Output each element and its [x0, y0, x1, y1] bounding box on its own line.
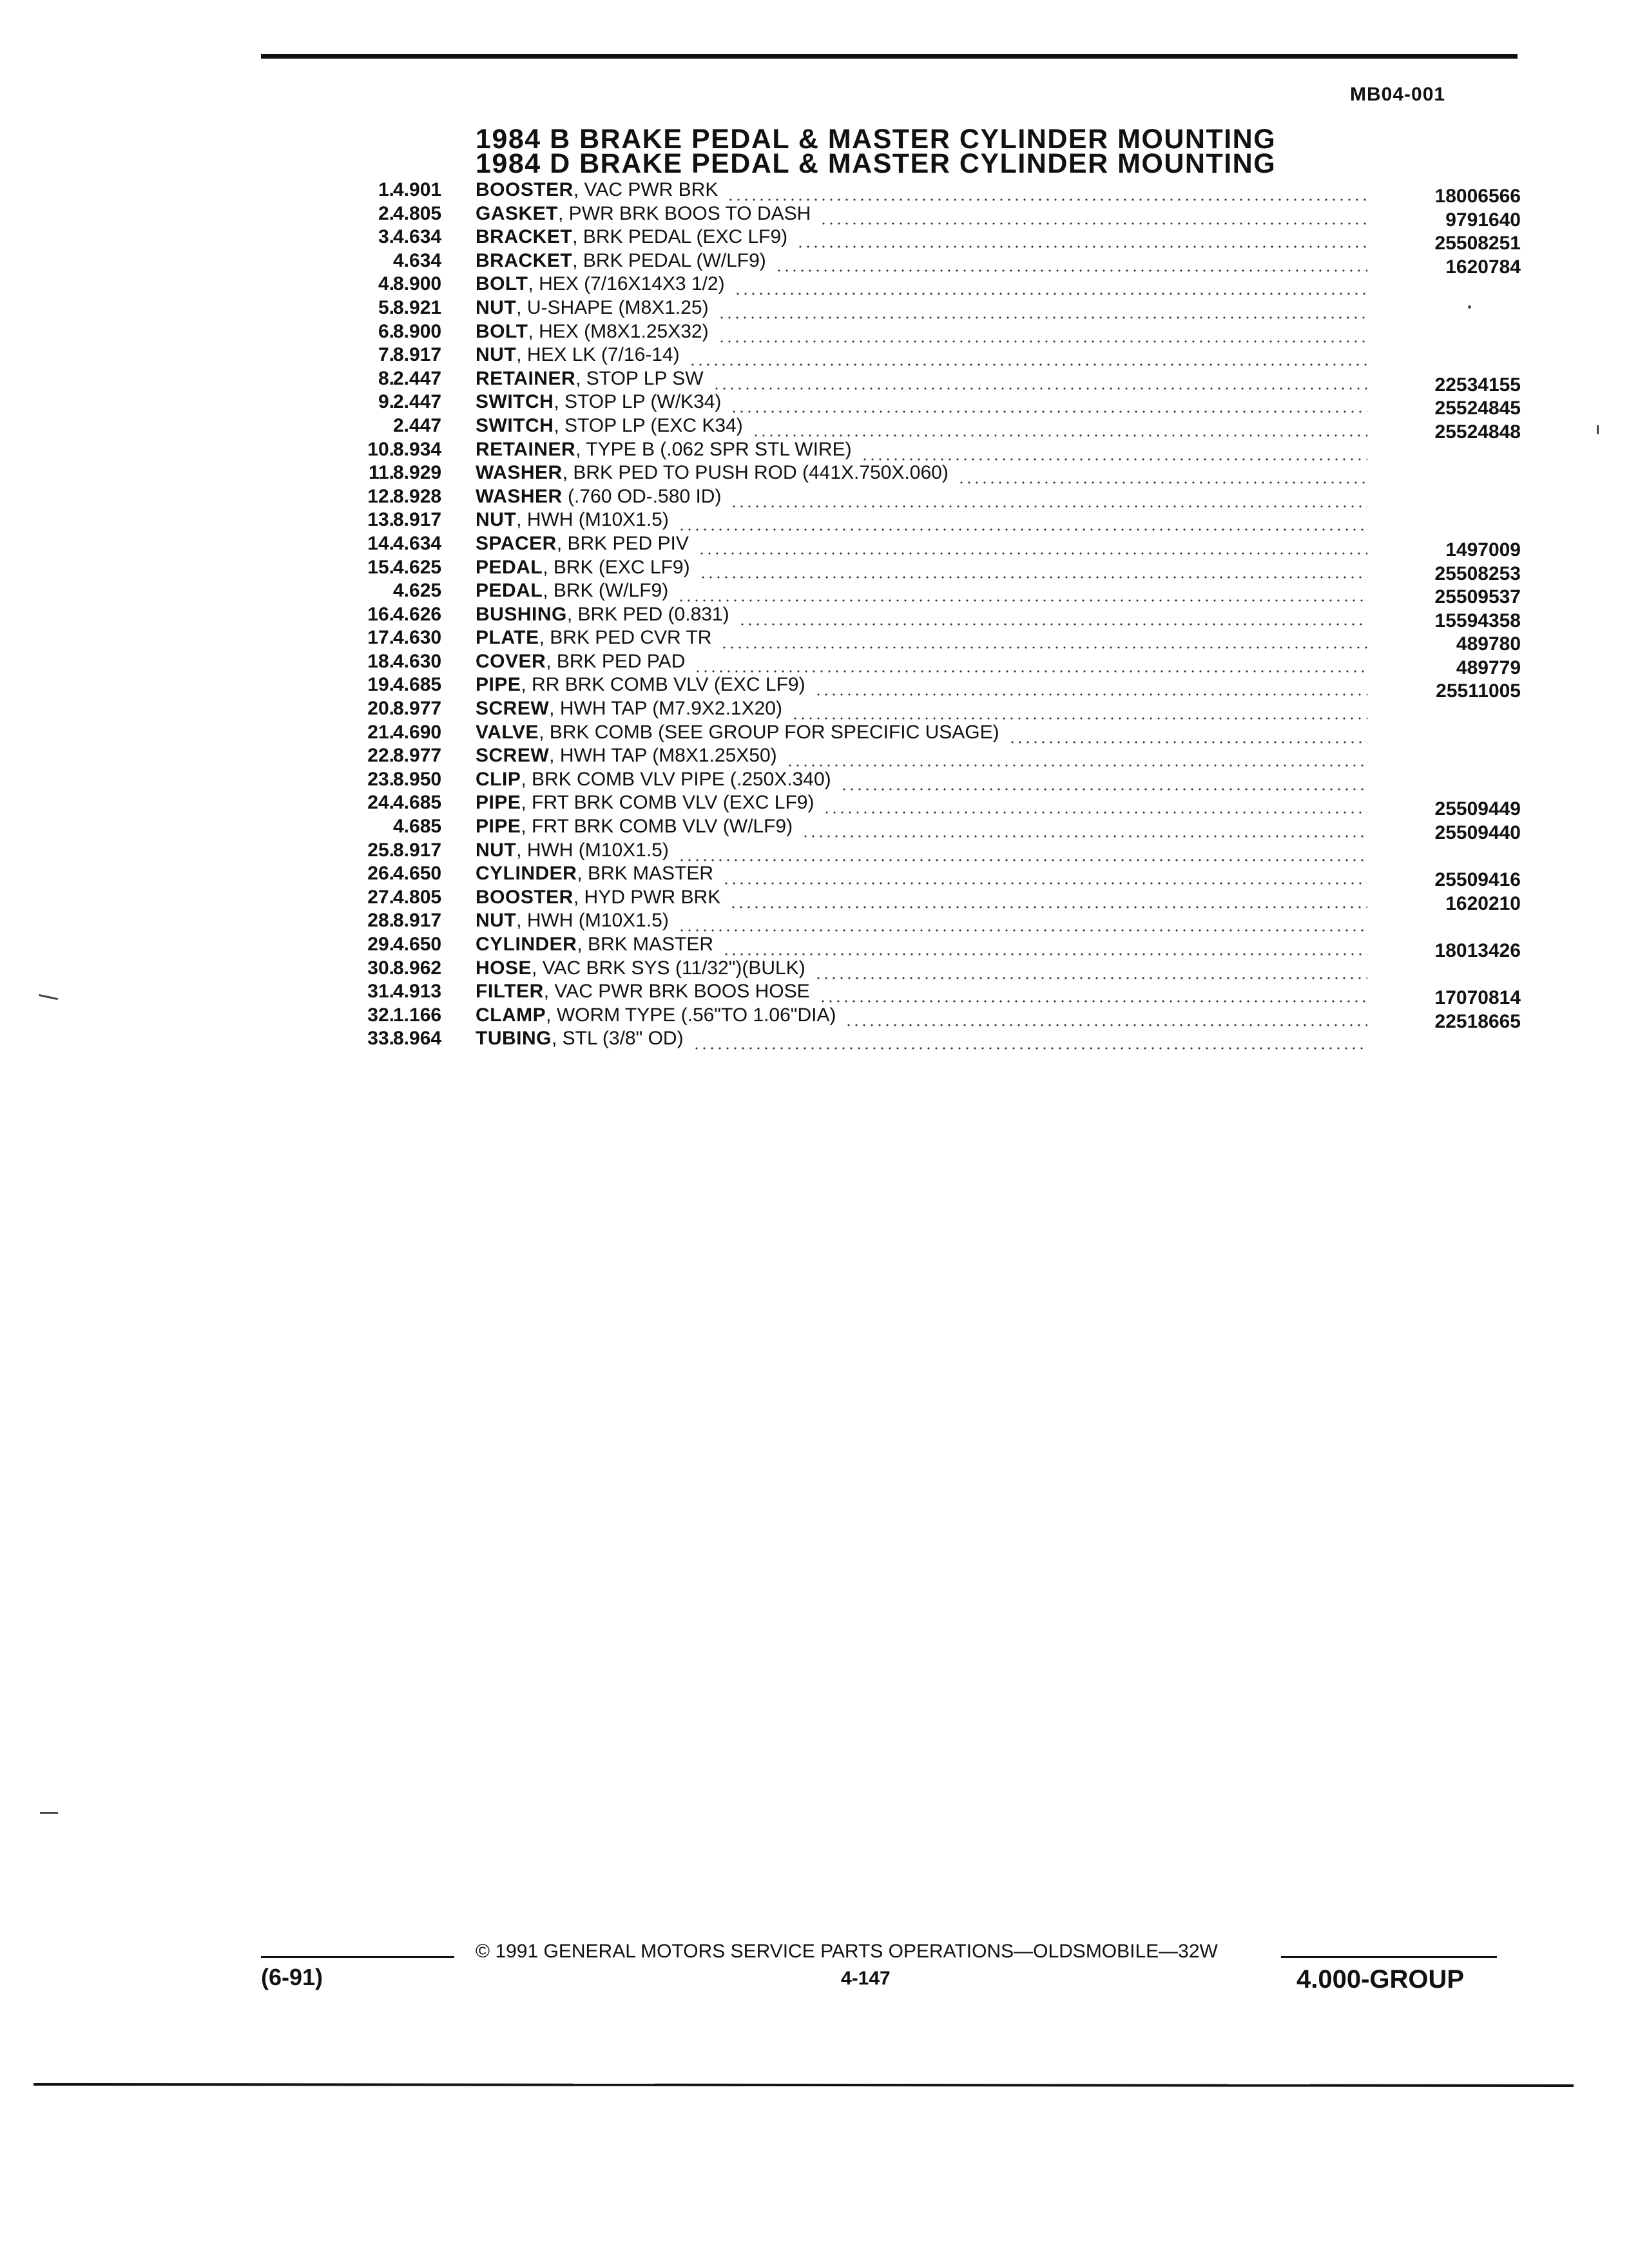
table-row	[309, 769, 1521, 793]
table-row	[309, 509, 1521, 533]
item-number: 11.	[368, 462, 394, 484]
item-number: 30.	[367, 957, 394, 979]
part-description	[476, 769, 831, 791]
group-number: 8.950	[393, 768, 442, 790]
table-row	[309, 462, 1521, 486]
part-detail: , RR BRK COMB VLV (EXC LF9)	[521, 674, 805, 696]
part-description	[476, 674, 805, 696]
part-detail: , BRK PEDAL (W/LF9)	[572, 249, 766, 271]
part-number: 489780	[1456, 633, 1521, 655]
part-detail: , WORM TYPE (.56"TO 1.06"DIA)	[546, 1004, 836, 1026]
part-description	[476, 1004, 836, 1026]
item-number: 13.	[367, 509, 394, 531]
part-description	[476, 745, 777, 767]
table-row	[309, 556, 1521, 584]
part-detail: , STOP LP SW	[575, 367, 704, 389]
item-number: 23.	[367, 768, 394, 790]
dot-leader	[694, 670, 1367, 673]
part-name: BOOSTER	[476, 179, 574, 200]
scan-mark	[1468, 305, 1471, 309]
part-detail: (.760 OD-.580 ID)	[562, 485, 722, 507]
item-number: 16.	[367, 603, 394, 625]
part-detail: , HEX (7/16X14X3 1/2)	[528, 273, 725, 295]
part-description	[476, 250, 766, 272]
table-row	[309, 722, 1521, 745]
group-number: 4.650	[393, 863, 442, 885]
group-number: 8.934	[393, 438, 442, 460]
group-number: 2.447	[393, 391, 442, 413]
part-description	[476, 722, 999, 744]
group-number: 8.917	[393, 839, 442, 861]
footer-revision-date: (6-91)	[261, 1964, 323, 1990]
part-description	[476, 462, 949, 484]
item-number: 19.	[367, 674, 394, 696]
part-number: 25509449	[1434, 798, 1521, 820]
group-number: 4.625	[393, 556, 442, 578]
group-number: 4.630	[393, 650, 442, 672]
group-number: 4.650	[393, 934, 442, 955]
part-name: CYLINDER	[476, 934, 577, 955]
item-number: 7.	[378, 344, 394, 366]
dot-leader	[1008, 741, 1367, 744]
part-description	[476, 391, 721, 413]
part-description	[476, 910, 669, 932]
group-number: 8.964	[393, 1028, 442, 1050]
group-number: 8.929	[393, 462, 442, 484]
item-number: 20.	[367, 698, 394, 720]
part-number: 489779	[1456, 657, 1521, 678]
page-title-line-2: 1984 D BRAKE PEDAL & MASTER CYLINDER MOUNTING	[476, 148, 1277, 179]
dot-leader	[678, 528, 1367, 531]
part-detail: , BRK COMB (SEE GROUP FOR SPECIFIC USAGE)	[539, 721, 999, 743]
part-description	[476, 439, 852, 461]
table-row	[309, 580, 1521, 608]
table-row	[309, 698, 1521, 722]
dot-leader	[775, 269, 1367, 272]
part-description	[476, 557, 690, 579]
part-name: PLATE	[476, 627, 539, 649]
part-number: 25511005	[1436, 680, 1521, 702]
dot-leader	[861, 458, 1367, 461]
table-row	[309, 226, 1521, 255]
part-name: BRACKET	[476, 226, 573, 248]
table-row	[309, 981, 1521, 1009]
item-number: 28.	[367, 910, 394, 932]
part-detail: , VAC PWR BRK	[573, 179, 718, 200]
part-detail: , BRK COMB VLV PIPE (.250X.340)	[521, 768, 831, 790]
dot-leader	[738, 623, 1367, 626]
part-description	[476, 840, 669, 861]
part-name: NUT	[476, 839, 517, 861]
table-row	[309, 321, 1521, 345]
part-detail: , HWH TAP (M8X1.25X50)	[549, 745, 777, 767]
part-detail: , HWH TAP (M7.9X2.1X20)	[549, 698, 782, 720]
part-name: BOOSTER	[476, 886, 574, 908]
part-number: 25509440	[1434, 822, 1521, 844]
table-row	[309, 792, 1521, 820]
part-number: 25509537	[1434, 586, 1521, 608]
item-number: 4.	[378, 273, 394, 295]
group-number: 8.962	[393, 957, 442, 979]
part-detail: , BRK PEDAL (EXC LF9)	[572, 226, 788, 248]
part-number: 25509416	[1434, 869, 1521, 891]
table-row	[309, 1028, 1521, 1052]
item-number: 21.	[367, 721, 394, 743]
group-number: 4.626	[393, 603, 442, 625]
item-number: 17.	[367, 627, 394, 649]
item-number: 29.	[367, 934, 394, 955]
part-name: NUT	[476, 296, 517, 318]
part-name: BRACKET	[476, 249, 573, 271]
table-row	[309, 863, 1521, 891]
dot-leader	[730, 505, 1367, 508]
table-row	[309, 249, 1521, 278]
part-number: 22518665	[1434, 1010, 1521, 1032]
part-number: 15594358	[1434, 610, 1521, 631]
part-name: PIPE	[476, 816, 521, 838]
table-row	[309, 674, 1521, 702]
dot-leader	[815, 977, 1367, 979]
parts-list	[309, 179, 1521, 1052]
group-number: 4.630	[393, 627, 442, 649]
table-row	[309, 297, 1521, 321]
group-number: 8.977	[393, 698, 442, 720]
item-number: 12.	[367, 485, 394, 507]
dot-leader	[689, 363, 1367, 366]
part-description	[476, 1028, 684, 1050]
table-row	[309, 344, 1521, 368]
dot-leader	[958, 481, 1367, 484]
part-description	[476, 486, 721, 508]
table-row	[309, 934, 1521, 961]
scan-mark	[1597, 425, 1599, 434]
table-row	[309, 957, 1521, 981]
group-number: 8.917	[393, 509, 442, 531]
item-number: 27.	[367, 886, 394, 908]
part-number: 17070814	[1434, 987, 1521, 1009]
dot-leader	[734, 293, 1367, 295]
dot-leader	[820, 222, 1367, 225]
part-number: 25508251	[1434, 233, 1521, 255]
dot-leader	[678, 859, 1367, 861]
part-number: 25524848	[1434, 421, 1521, 443]
item-number: 22.	[367, 745, 394, 767]
table-row	[309, 627, 1521, 655]
part-number: 1497009	[1445, 539, 1521, 561]
item-number: 2.	[378, 202, 394, 224]
part-detail: , STL (3/8" OD)	[552, 1028, 684, 1050]
part-description	[476, 816, 793, 838]
dot-leader	[720, 646, 1367, 649]
part-name: COVER	[476, 650, 546, 672]
part-name: TUBING	[476, 1028, 552, 1050]
part-description	[476, 321, 709, 343]
dot-leader	[840, 788, 1367, 791]
part-detail: , FRT BRK COMB VLV (EXC LF9)	[521, 792, 815, 814]
part-name: CLAMP	[476, 1004, 546, 1026]
part-description	[476, 604, 729, 626]
part-name: PIPE	[476, 674, 521, 696]
dot-leader	[729, 906, 1367, 908]
dot-leader	[693, 1047, 1367, 1050]
dot-leader	[677, 599, 1367, 602]
table-row	[309, 603, 1521, 631]
group-number: 2.447	[393, 414, 442, 436]
page-number: 4-147	[841, 1968, 891, 1989]
dot-leader	[678, 929, 1367, 932]
part-detail: , BRK MASTER	[577, 863, 714, 885]
document-code: MB04-001	[1350, 84, 1446, 105]
group-number: 4.805	[393, 202, 442, 224]
part-number: 1620784	[1445, 256, 1521, 278]
table-row	[309, 202, 1521, 231]
group-number: 8.900	[393, 320, 442, 342]
table-row	[309, 532, 1521, 561]
table-row	[309, 179, 1521, 207]
item-number: 33.	[367, 1028, 394, 1050]
dot-leader	[802, 835, 1367, 838]
dot-leader	[718, 316, 1367, 319]
part-description	[476, 934, 713, 956]
part-name: BOLT	[476, 320, 528, 342]
part-name: BUSHING	[476, 603, 567, 625]
footer-rule-left	[261, 1956, 454, 1958]
page-title-line-1: 1984 B BRAKE PEDAL & MASTER CYLINDER MOUNTING	[476, 124, 1277, 155]
part-detail: , PWR BRK BOOS TO DASH	[558, 202, 811, 224]
table-row	[309, 414, 1521, 443]
part-name: CYLINDER	[476, 863, 577, 885]
group-number: 4.913	[393, 981, 442, 1003]
item-number: 25.	[367, 839, 394, 861]
table-row	[309, 816, 1521, 844]
part-description	[476, 863, 713, 885]
item-number: 5.	[378, 296, 394, 318]
dot-leader	[718, 340, 1367, 343]
part-number: 18013426	[1434, 940, 1521, 961]
part-detail: , BRK (EXC LF9)	[543, 556, 690, 578]
table-row	[309, 840, 1521, 863]
table-row	[309, 886, 1521, 914]
part-number: 22534155	[1434, 374, 1521, 396]
part-name: BOLT	[476, 273, 528, 295]
table-row	[309, 367, 1521, 396]
part-detail: , VAC PWR BRK BOOS HOSE	[543, 981, 810, 1003]
part-description	[476, 981, 810, 1003]
group-number: 4.625	[393, 580, 442, 602]
dot-leader	[730, 410, 1367, 413]
part-description	[476, 627, 711, 649]
group-number: 1.166	[393, 1004, 442, 1026]
part-name: PEDAL	[476, 556, 543, 578]
part-detail: , HYD PWR BRK	[573, 886, 721, 908]
dot-leader	[819, 1000, 1367, 1003]
table-row	[309, 391, 1521, 419]
dot-leader	[815, 693, 1367, 696]
part-number: 25508253	[1434, 562, 1521, 584]
part-name: SCREW	[476, 745, 550, 767]
part-name: RETAINER	[476, 367, 576, 389]
table-row	[309, 1004, 1521, 1032]
part-name: SWITCH	[476, 414, 554, 436]
footer-group-label: 4.000-GROUP	[1296, 1965, 1465, 1994]
part-name: NUT	[476, 910, 517, 932]
part-number: 9791640	[1445, 209, 1521, 231]
part-name: GASKET	[476, 202, 559, 224]
footer-copyright: © 1991 GENERAL MOTORS SERVICE PARTS OPERATIONS—OLDSMOBILE—32W	[476, 1941, 1218, 1962]
part-detail: , HEX LK (7/16-14)	[516, 344, 680, 366]
dot-leader	[823, 811, 1367, 814]
dot-leader	[786, 764, 1367, 767]
item-number: 18.	[367, 650, 394, 672]
item-number: 14.	[367, 532, 394, 554]
item-number: 31.	[367, 981, 394, 1003]
part-detail: , VAC BRK SYS (11/32")(BULK)	[532, 957, 805, 979]
part-name: NUT	[476, 509, 517, 531]
table-row	[309, 273, 1521, 297]
part-detail: , BRK PED PIV	[556, 532, 689, 554]
part-description	[476, 273, 725, 295]
part-name: CLIP	[476, 768, 521, 790]
part-name: NUT	[476, 344, 517, 366]
group-number: 4.690	[393, 721, 442, 743]
dot-leader	[698, 552, 1367, 555]
top-rule	[261, 54, 1518, 59]
part-name: PEDAL	[476, 580, 543, 602]
part-name: WASHER	[476, 462, 563, 484]
group-number: 4.685	[393, 674, 442, 696]
group-number: 4.634	[393, 532, 442, 554]
item-number: 9.	[378, 391, 394, 413]
group-number: 8.900	[393, 273, 442, 295]
group-number: 8.977	[393, 745, 442, 767]
item-number: 8.	[378, 367, 394, 389]
part-description	[476, 887, 720, 908]
part-description	[476, 698, 782, 720]
item-number: 6.	[378, 320, 394, 342]
part-name: SCREW	[476, 698, 550, 720]
part-description	[476, 957, 805, 979]
part-name: WASHER	[476, 485, 563, 507]
part-description	[476, 344, 680, 366]
item-number: 1.	[378, 179, 394, 200]
part-detail: , STOP LP (EXC K34)	[554, 414, 743, 436]
group-number: 4.685	[393, 816, 442, 838]
dot-leader	[845, 1024, 1367, 1026]
part-name: HOSE	[476, 957, 532, 979]
dot-leader	[722, 953, 1367, 956]
table-row	[309, 745, 1521, 769]
group-number: 8.921	[393, 296, 442, 318]
part-detail: , FRT BRK COMB VLV (W/LF9)	[521, 816, 793, 838]
bottom-rule	[34, 2083, 1574, 2087]
part-description	[476, 203, 811, 225]
group-number: 2.447	[393, 367, 442, 389]
part-description	[476, 226, 787, 248]
group-number: 4.685	[393, 792, 442, 814]
part-detail: , BRK (W/LF9)	[543, 580, 669, 602]
part-detail: , HWH (M10X1.5)	[516, 839, 669, 861]
item-number: 15.	[367, 556, 394, 578]
part-name: SWITCH	[476, 391, 554, 413]
part-name: FILTER	[476, 981, 544, 1003]
item-number: 32.	[367, 1004, 394, 1026]
dot-leader	[727, 198, 1367, 201]
part-name: SPACER	[476, 532, 557, 554]
dot-leader	[713, 387, 1367, 390]
scan-mark	[40, 1812, 58, 1814]
part-name: PIPE	[476, 792, 521, 814]
footer-rule-right	[1281, 1956, 1497, 1958]
dot-leader	[791, 717, 1367, 720]
table-row	[309, 650, 1521, 678]
part-detail: , HWH (M10X1.5)	[516, 910, 669, 932]
part-description	[476, 509, 669, 531]
part-detail: , BRK PED (0.831)	[566, 603, 729, 625]
group-number: 4.634	[393, 249, 442, 271]
part-description	[476, 533, 689, 555]
part-description	[476, 368, 704, 390]
dot-leader	[699, 576, 1367, 579]
part-name: RETAINER	[476, 438, 576, 460]
part-description	[476, 297, 709, 319]
table-row	[309, 910, 1521, 934]
table-row	[309, 486, 1521, 510]
part-description	[476, 580, 668, 602]
part-detail: , BRK MASTER	[577, 934, 714, 955]
dot-leader	[722, 882, 1367, 885]
dot-leader	[752, 434, 1367, 437]
part-description	[476, 792, 814, 814]
part-detail: , STOP LP (W/K34)	[554, 391, 722, 413]
part-number: 25524845	[1434, 398, 1521, 419]
part-description	[476, 415, 743, 437]
item-number: 10.	[367, 438, 394, 460]
table-row	[309, 439, 1521, 463]
part-detail: , HEX (M8X1.25X32)	[528, 320, 709, 342]
group-number: 4.805	[393, 886, 442, 908]
scan-mark	[39, 994, 58, 1000]
part-description	[476, 651, 685, 673]
part-description	[476, 179, 718, 201]
item-number: 26.	[367, 863, 394, 885]
part-detail: , BRK PED PAD	[546, 650, 686, 672]
group-number: 4.901	[393, 179, 442, 200]
part-number: 1620210	[1445, 892, 1521, 914]
part-detail: , U-SHAPE (M8X1.25)	[516, 296, 709, 318]
part-number: 18006566	[1434, 186, 1521, 207]
part-detail: , BRK PED TO PUSH ROD (441X.750X.060)	[562, 462, 949, 484]
item-number: 24.	[367, 792, 394, 814]
group-number: 8.928	[393, 485, 442, 507]
group-number: 4.634	[393, 226, 442, 248]
part-name: VALVE	[476, 721, 539, 743]
group-number: 8.917	[393, 344, 442, 366]
dot-leader	[796, 245, 1367, 248]
part-detail: , BRK PED CVR TR	[539, 627, 712, 649]
part-detail: , TYPE B (.062 SPR STL WIRE)	[575, 438, 852, 460]
item-number: 3.	[378, 226, 394, 248]
group-number: 8.917	[393, 910, 442, 932]
part-detail: , HWH (M10X1.5)	[516, 509, 669, 531]
